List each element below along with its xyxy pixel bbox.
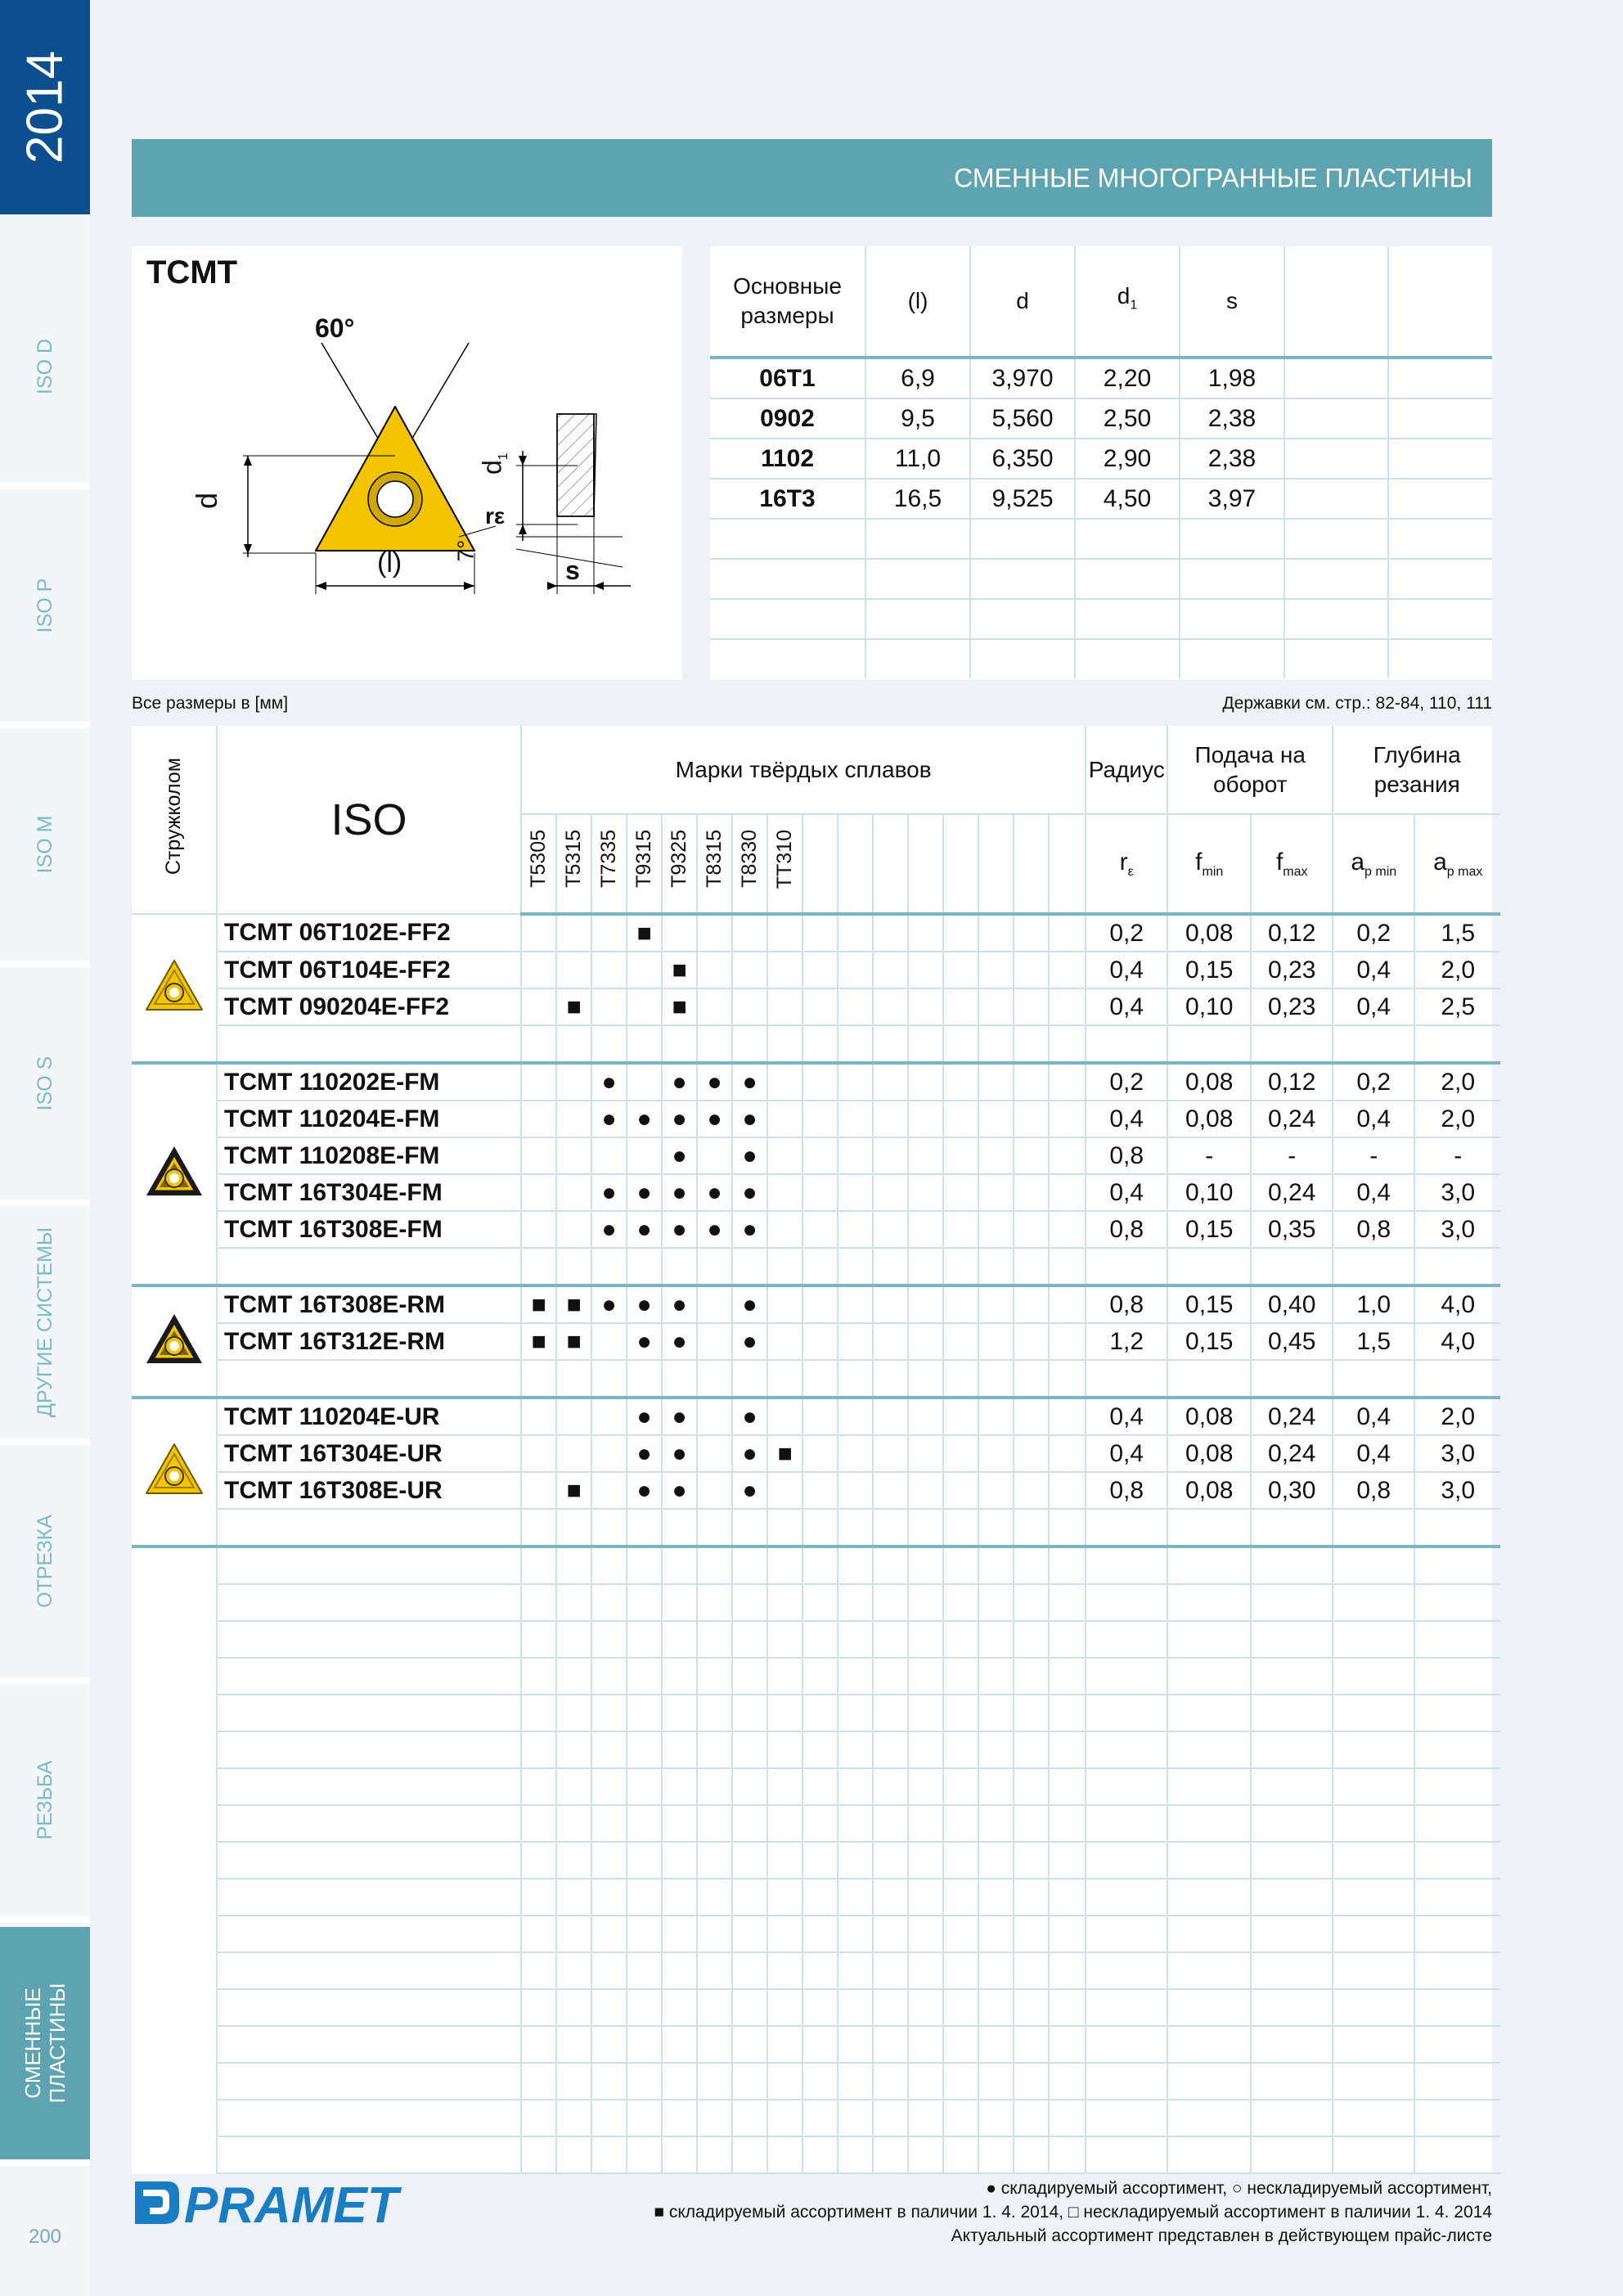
- cutting-param: 0,23: [1251, 988, 1333, 1025]
- cutting-param: 0,12: [1251, 1063, 1333, 1101]
- cutting-param: 0,4: [1333, 1101, 1414, 1137]
- legend-line-3: Актуальный ассортимент представлен в действующем прайс-листе: [951, 2226, 1492, 2245]
- cutting-param: 0,4: [1333, 1435, 1414, 1472]
- insert-code: TCMT 16T308E-UR: [217, 1472, 521, 1509]
- dimension-d1-label: $d_1$: [477, 452, 511, 475]
- cutting-param: 0,30: [1251, 1472, 1333, 1509]
- grade-availability: [767, 1323, 803, 1360]
- cutting-param: 2,0: [1414, 1101, 1500, 1137]
- grade-availability: [521, 1174, 556, 1211]
- cutting-param: 0,12: [1251, 914, 1333, 952]
- insert-code: TCMT 06T104E-FF2: [217, 952, 521, 988]
- grade-availability: ●: [732, 1398, 767, 1435]
- grade-availability: ●: [732, 1211, 767, 1248]
- cutting-param: 0,2: [1086, 1063, 1167, 1101]
- sidebar-tab-inserts[interactable]: СМЕННЫЕ ПЛАСТИНЫ: [0, 1927, 90, 2166]
- grade-availability: [556, 1398, 591, 1435]
- feed-max-symbol: $f_{max}$: [1251, 814, 1333, 914]
- grade-availability: ■: [767, 1435, 803, 1472]
- grade-availability: [697, 1285, 732, 1323]
- grade-availability: ●: [732, 1323, 767, 1360]
- grade-availability: ●: [627, 1285, 662, 1323]
- cutting-param: 0,40: [1251, 1285, 1333, 1323]
- grade-availability: [556, 1435, 591, 1472]
- table-row: [132, 1137, 1500, 1174]
- grade-availability: [732, 988, 767, 1025]
- table-row: [132, 1435, 1500, 1472]
- chipbreaker-header: Стружколом: [132, 726, 217, 914]
- grade-availability: ●: [732, 1285, 767, 1323]
- grade-availability: ●: [627, 1174, 662, 1211]
- grade-availability: ●: [662, 1174, 697, 1211]
- cutting-param: 0,35: [1251, 1211, 1333, 1248]
- cutting-param: 0,45: [1251, 1323, 1333, 1360]
- grade-availability: [767, 1174, 803, 1211]
- grade-availability: [591, 1398, 627, 1435]
- grade-availability: ●: [627, 1435, 662, 1472]
- insert-code: TCMT 090204E-FF2: [217, 988, 521, 1025]
- cutting-param: 0,15: [1167, 1323, 1251, 1360]
- grade-availability: [697, 1398, 732, 1435]
- grade-availability: [556, 1211, 591, 1248]
- radius-symbol: $r_\varepsilon$: [1086, 814, 1167, 914]
- cutting-param: -: [1333, 1137, 1414, 1174]
- cutting-param: 0,2: [1333, 1063, 1414, 1101]
- insert-code: TCMT 16T312E-RM: [217, 1323, 521, 1360]
- grade-availability: ●: [591, 1063, 627, 1101]
- grade-availability: [521, 1211, 556, 1248]
- cutting-param: 2,0: [1414, 1398, 1500, 1435]
- cutting-param: 1,5: [1333, 1323, 1414, 1360]
- cutting-param: 0,4: [1086, 952, 1167, 988]
- sidebar-tab-iso-m[interactable]: ISO M: [0, 728, 90, 967]
- grade-availability: [767, 1211, 803, 1248]
- empty-row: [132, 1805, 1500, 1842]
- holders-note: Державки см. стр.: 82-84, 110, 111: [1222, 694, 1492, 713]
- cutting-param: 0,4: [1086, 1101, 1167, 1137]
- grade-availability: [591, 1472, 627, 1509]
- cutting-param: 0,24: [1251, 1101, 1333, 1137]
- cutting-param: 0,15: [1167, 1211, 1251, 1248]
- table-row: [132, 914, 1500, 952]
- table-row: [132, 1063, 1500, 1101]
- grade-availability: ●: [732, 1101, 767, 1137]
- cutting-param: 4,0: [1414, 1285, 1500, 1323]
- grade-availability: [627, 1063, 662, 1101]
- grade-availability: ●: [591, 1211, 627, 1248]
- section-header: [132, 139, 1492, 217]
- table-row: 1102 11,0 6,350 2,90 2,38: [710, 439, 1492, 479]
- grade-availability: ■: [627, 914, 662, 952]
- cutting-param: 0,24: [1251, 1435, 1333, 1472]
- group-separator-row: [132, 1248, 1500, 1285]
- table-row: [132, 988, 1500, 1025]
- table-header-row-1: [132, 726, 1500, 814]
- cutting-param: 1,5: [1414, 914, 1500, 952]
- cutting-param: 0,10: [1167, 988, 1251, 1025]
- grade-availability: [767, 988, 803, 1025]
- cutting-param: 0,8: [1333, 1211, 1414, 1248]
- cutting-param: 0,4: [1333, 1398, 1414, 1435]
- grade-availability: [591, 988, 627, 1025]
- relief-angle-label: 7°: [452, 539, 479, 562]
- cutting-param: 0,8: [1086, 1211, 1167, 1248]
- header-l: (l): [865, 246, 970, 358]
- grade-availability: [556, 1063, 591, 1101]
- grade-availability: [556, 1174, 591, 1211]
- group-separator-row: [132, 1360, 1500, 1398]
- grade-availability: ●: [662, 1101, 697, 1137]
- table-row: [132, 1472, 1500, 1509]
- depth-max-symbol: $a_{p max}$: [1414, 814, 1500, 914]
- grade-availability: ●: [591, 1174, 627, 1211]
- grade-availability: ●: [697, 1063, 732, 1101]
- insert-drawing-panel: [132, 246, 682, 680]
- grade-header: T9325: [662, 814, 697, 914]
- grade-header: TT310: [767, 814, 803, 914]
- insert-drawing: [132, 246, 682, 680]
- cutting-param: 0,15: [1167, 1285, 1251, 1323]
- cutting-param: 0,08: [1167, 1063, 1251, 1101]
- insert-code: TCMT 110202E-FM: [217, 1063, 521, 1101]
- grade-availability: ●: [627, 1211, 662, 1248]
- grade-availability: ●: [627, 1323, 662, 1360]
- grade-header: T5315: [556, 814, 591, 914]
- cutting-param: 3,0: [1414, 1211, 1500, 1248]
- grade-availability: [767, 1398, 803, 1435]
- empty-row: [132, 1584, 1500, 1621]
- cutting-param: 3,0: [1414, 1174, 1500, 1211]
- cutting-param: 0,4: [1086, 1174, 1167, 1211]
- group-separator-row: [132, 1025, 1500, 1063]
- radius-header: Радиус: [1086, 726, 1167, 814]
- chipbreaker-cell: [132, 1285, 217, 1398]
- grade-availability: [697, 1435, 732, 1472]
- empty-row: [132, 2100, 1500, 2136]
- empty-row: [132, 2026, 1500, 2063]
- empty-row: [132, 1916, 1500, 1952]
- iso-header: ISO: [217, 726, 521, 914]
- sidebar-tab-parting[interactable]: ОТРЕЗКА: [0, 1445, 90, 1684]
- grade-availability: [521, 1101, 556, 1137]
- grade-availability: [732, 952, 767, 988]
- pramet-logo-text: PRAMET: [184, 2177, 398, 2229]
- cutting-param: 0,8: [1086, 1137, 1167, 1174]
- dimensions-header-row: [710, 246, 1492, 358]
- cutting-param: 3,0: [1414, 1472, 1500, 1509]
- insert-code: TCMT 16T304E-UR: [217, 1435, 521, 1472]
- cutting-param: 0,15: [1167, 952, 1251, 988]
- feed-header: Подача на оборот: [1167, 726, 1333, 814]
- chipbreaker-cell: [132, 1063, 217, 1285]
- chipbreaker-ff2-icon: [142, 956, 207, 1015]
- grade-header: T9315: [627, 814, 662, 914]
- grade-availability: [697, 988, 732, 1025]
- grade-availability: [591, 1323, 627, 1360]
- grade-availability: ●: [662, 1398, 697, 1435]
- cutting-param: 2,0: [1414, 952, 1500, 988]
- grade-header: T7335: [591, 814, 627, 914]
- insert-code: TCMT 16T308E-FM: [217, 1211, 521, 1248]
- chipbreaker-cell: [132, 1398, 217, 1546]
- empty-row: [132, 1768, 1500, 1805]
- insert-code: TCMT 16T304E-FM: [217, 1174, 521, 1211]
- cutting-param: 0,08: [1167, 1398, 1251, 1435]
- grade-availability: ●: [627, 1472, 662, 1509]
- empty-row: [132, 2136, 1500, 2173]
- grade-availability: [521, 952, 556, 988]
- empty-row: [132, 1658, 1500, 1695]
- grade-availability: ●: [662, 1137, 697, 1174]
- cutting-param: -: [1251, 1137, 1333, 1174]
- grade-availability: [662, 914, 697, 952]
- table-row: [132, 1101, 1500, 1137]
- grade-header: T8315: [697, 814, 732, 914]
- grade-availability: [556, 914, 591, 952]
- year-label: 2014: [16, 51, 74, 164]
- table-row: [132, 1323, 1500, 1360]
- grade-availability: [697, 1323, 732, 1360]
- grade-header: T8330: [732, 814, 767, 914]
- grade-availability: ●: [697, 1174, 732, 1211]
- grade-availability: [627, 952, 662, 988]
- grade-availability: [521, 1472, 556, 1509]
- cutting-param: 0,2: [1086, 914, 1167, 952]
- legend: [654, 2177, 1492, 2248]
- dimensions-table: [710, 246, 1492, 680]
- sidebar-tab-iso-s[interactable]: ISO S: [0, 967, 90, 1206]
- header-d: d: [970, 246, 1075, 358]
- grade-availability: ●: [697, 1101, 732, 1137]
- grade-availability: [732, 914, 767, 952]
- corner-radius-label: rε: [485, 503, 506, 529]
- empty-row: [132, 1621, 1500, 1658]
- grade-availability: [627, 988, 662, 1025]
- header-main-sizes: Основные размеры: [710, 246, 865, 358]
- grade-availability: ■: [521, 1323, 556, 1360]
- grade-availability: [591, 1137, 627, 1174]
- depth-min-symbol: $a_{p min}$: [1333, 814, 1414, 914]
- grade-availability: [627, 1137, 662, 1174]
- grade-availability: [767, 914, 803, 952]
- group-separator-row: [132, 1509, 1500, 1546]
- cutting-param: 0,4: [1333, 952, 1414, 988]
- pramet-logo: [132, 2177, 402, 2233]
- cutting-param: 0,10: [1167, 1174, 1251, 1211]
- cutting-param: 0,08: [1167, 1435, 1251, 1472]
- empty-row: [132, 1879, 1500, 1916]
- chipbreaker-rm-icon: [142, 1309, 207, 1368]
- grade-availability: [591, 952, 627, 988]
- grade-availability: [767, 1472, 803, 1509]
- empty-row: [132, 1731, 1500, 1768]
- grade-availability: ●: [662, 1063, 697, 1101]
- dimension-d-label: d: [190, 492, 224, 510]
- cutting-param: 0,2: [1333, 914, 1414, 952]
- table-row: 06T1 6,9 3,970 2,20 1,98: [710, 358, 1492, 398]
- grade-availability: [591, 914, 627, 952]
- grade-availability: ●: [627, 1101, 662, 1137]
- cutting-param: 0,08: [1167, 1101, 1251, 1137]
- cutting-param: 0,23: [1251, 952, 1333, 988]
- cutting-param: 1,0: [1333, 1285, 1414, 1323]
- empty-row: [132, 1989, 1500, 2026]
- cutting-param: 0,4: [1333, 988, 1414, 1025]
- cutting-param: 3,0: [1414, 1435, 1500, 1472]
- empty-row: [132, 1695, 1500, 1731]
- angle-label: 60°: [315, 313, 355, 343]
- legend-line-1: ● складируемый ассортимент, ○ несклaдируемый ассортимент,: [986, 2179, 1492, 2198]
- grade-availability: [767, 1285, 803, 1323]
- cutting-param: 0,24: [1251, 1174, 1333, 1211]
- grade-availability: ■: [662, 952, 697, 988]
- table-row: 0902 9,5 5,560 2,50 2,38: [710, 398, 1492, 439]
- grade-availability: [556, 1137, 591, 1174]
- grade-availability: ●: [732, 1063, 767, 1101]
- grade-availability: [521, 988, 556, 1025]
- grade-availability: ●: [627, 1398, 662, 1435]
- cutting-param: 2,5: [1414, 988, 1500, 1025]
- table-row: [132, 1285, 1500, 1323]
- insert-code: TCMT 110208E-FM: [217, 1137, 521, 1174]
- cutting-param: 1,2: [1086, 1323, 1167, 1360]
- grade-availability: [521, 1398, 556, 1435]
- inserts-table: [132, 726, 1492, 2174]
- grade-availability: ●: [662, 1323, 697, 1360]
- cutting-param: 0,08: [1167, 1472, 1251, 1509]
- grade-availability: [767, 952, 803, 988]
- grade-availability: [767, 1101, 803, 1137]
- grades-header: Марки твёрдых сплавов: [521, 726, 1086, 814]
- grade-availability: [521, 914, 556, 952]
- grade-availability: ●: [732, 1174, 767, 1211]
- grade-availability: [556, 952, 591, 988]
- cutting-param: 0,8: [1333, 1472, 1414, 1509]
- grade-availability: [556, 1101, 591, 1137]
- units-note: Все размеры в [мм]: [132, 694, 289, 713]
- grade-availability: ●: [697, 1211, 732, 1248]
- empty-row: [132, 2063, 1500, 2100]
- grade-availability: [521, 1435, 556, 1472]
- grade-availability: ■: [556, 1472, 591, 1509]
- empty-row: [132, 1546, 1500, 1584]
- grade-availability: ●: [662, 1472, 697, 1509]
- sidebar-tab-thread[interactable]: РЕЗЬБА: [0, 1684, 90, 1923]
- cutting-param: 0,8: [1086, 1285, 1167, 1323]
- grade-availability: [697, 952, 732, 988]
- grade-availability: [521, 1137, 556, 1174]
- sidebar-tab-iso-d[interactable]: ISO D: [0, 250, 90, 489]
- cutting-param: -: [1167, 1137, 1251, 1174]
- chipbreaker-fm-icon: [142, 1141, 207, 1200]
- page-number: 200: [28, 2226, 62, 2248]
- insert-code: TCMT 110204E-FM: [217, 1101, 521, 1137]
- cutting-param: 0,4: [1086, 1435, 1167, 1472]
- insert-code: TCMT 110204E-UR: [217, 1398, 521, 1435]
- cutting-param: 0,24: [1251, 1398, 1333, 1435]
- chipbreaker-ur-icon: [142, 1439, 207, 1498]
- grade-availability: ●: [591, 1285, 627, 1323]
- empty-row: [132, 1842, 1500, 1879]
- cutting-param: 0,08: [1167, 914, 1251, 952]
- grade-header: T5305: [521, 814, 556, 914]
- grade-availability: ■: [556, 988, 591, 1025]
- grade-availability: ●: [662, 1285, 697, 1323]
- grade-availability: ■: [556, 1285, 591, 1323]
- cutting-param: 2,0: [1414, 1063, 1500, 1101]
- grade-availability: ■: [521, 1285, 556, 1323]
- chipbreaker-cell: [132, 914, 217, 1063]
- table-row: [132, 1398, 1500, 1435]
- table-row: [132, 952, 1500, 988]
- dimension-l-label: (l): [377, 547, 402, 579]
- insert-code: TCMT 06T102E-FF2: [217, 914, 521, 952]
- legend-line-2: ■ складируемый ассортимент в паличии 1. 4. 2014, □ несклaдируемый ассортимент в паличии 1. 4. 2014: [654, 2203, 1492, 2222]
- dimension-s-label: s: [565, 556, 580, 585]
- cutting-param: 0,4: [1086, 988, 1167, 1025]
- feed-min-symbol: $f_{min}$: [1167, 814, 1251, 914]
- sidebar-tab-iso-p[interactable]: ISO P: [0, 489, 90, 728]
- header-d1: $d_1$: [1075, 246, 1180, 358]
- header-s: s: [1180, 246, 1284, 358]
- grade-availability: [767, 1137, 803, 1174]
- grade-availability: ■: [556, 1323, 591, 1360]
- cutting-param: 4,0: [1414, 1323, 1500, 1360]
- grade-availability: [591, 1435, 627, 1472]
- cutting-param: 0,8: [1086, 1472, 1167, 1509]
- grade-availability: ●: [662, 1211, 697, 1248]
- depth-header: Глубина резания: [1333, 726, 1500, 814]
- grade-availability: ●: [732, 1435, 767, 1472]
- grade-availability: ●: [662, 1435, 697, 1472]
- pramet-logo-icon: [132, 2177, 402, 2229]
- grade-availability: ●: [732, 1137, 767, 1174]
- cutting-param: 0,4: [1333, 1174, 1414, 1211]
- grade-availability: [697, 1137, 732, 1174]
- table-row: [132, 1174, 1500, 1211]
- grade-availability: ●: [732, 1472, 767, 1509]
- table-row: [132, 1211, 1500, 1248]
- sidebar-tab-other[interactable]: ДРУГИЕ СИСТЕМЫ: [0, 1206, 90, 1445]
- grade-availability: [521, 1063, 556, 1101]
- cutting-param: -: [1414, 1137, 1500, 1174]
- grade-availability: ■: [662, 988, 697, 1025]
- grade-availability: ●: [591, 1101, 627, 1137]
- insert-type-title: TCMT: [146, 254, 238, 290]
- table-row: 16T3 16,5 9,525 4,50 3,97: [710, 479, 1492, 519]
- grade-availability: [697, 1472, 732, 1509]
- cutting-param: 0,4: [1086, 1398, 1167, 1435]
- section-title: СМЕННЫЕ МНОГОГРАННЫЕ ПЛАСТИНЫ: [954, 163, 1472, 192]
- empty-row: [132, 1952, 1500, 1989]
- grade-availability: [697, 914, 732, 952]
- insert-code: TCMT 16T308E-RM: [217, 1285, 521, 1323]
- year-tab: [0, 0, 90, 214]
- grade-availability: [767, 1063, 803, 1101]
